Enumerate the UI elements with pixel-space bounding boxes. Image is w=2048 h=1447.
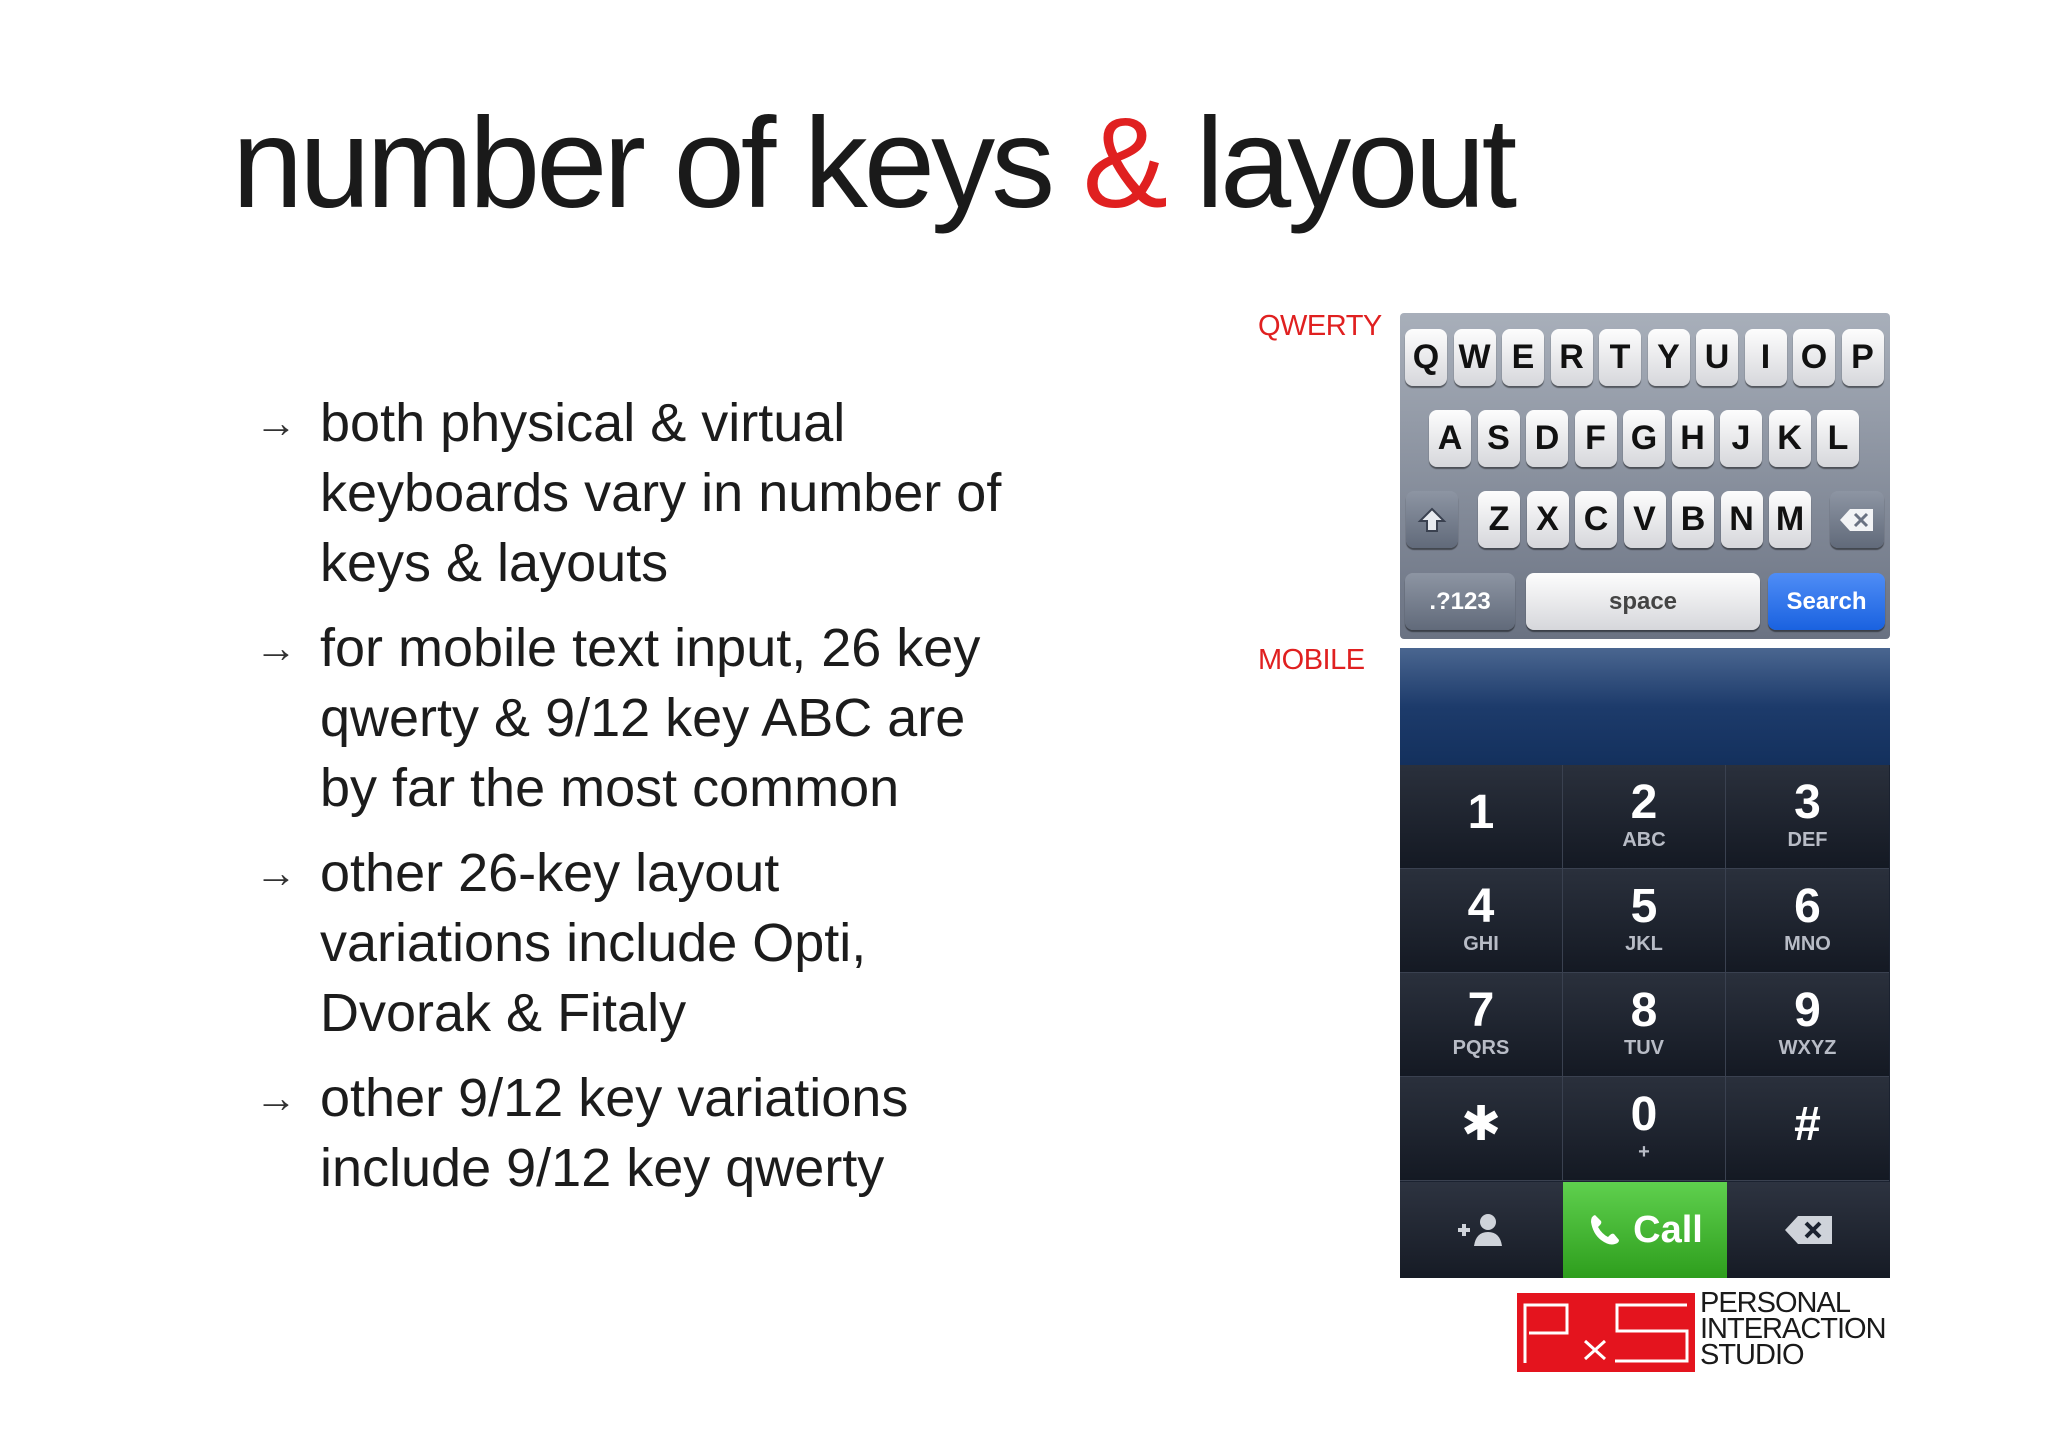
key-s[interactable]: S bbox=[1478, 410, 1520, 467]
bullet-item bbox=[255, 838, 1015, 1048]
title-text-end: layout bbox=[1164, 92, 1514, 235]
mobile-label: MOBILE bbox=[1258, 644, 1365, 676]
title-ampersand: & bbox=[1082, 92, 1164, 235]
key-a[interactable]: A bbox=[1429, 410, 1471, 467]
key-r[interactable]: R bbox=[1551, 329, 1593, 386]
dial-digit: # bbox=[1794, 1098, 1821, 1151]
title-text: number of keys bbox=[232, 92, 1083, 235]
dial-digit: 7 bbox=[1467, 984, 1495, 1037]
dial-key[interactable] bbox=[1563, 869, 1726, 973]
arrow-icon: → bbox=[255, 849, 297, 896]
dial-digit: 3 bbox=[1794, 776, 1821, 829]
pxs-logo-mark bbox=[1517, 1293, 1695, 1372]
numbers-key[interactable]: .?123 bbox=[1405, 573, 1515, 630]
studio-name bbox=[1700, 1287, 1886, 1371]
bullet-list bbox=[255, 388, 1015, 1218]
bullet-text: other 9/12 key variations include 9/12 key qwerty bbox=[320, 1068, 909, 1198]
dial-digit: 6 bbox=[1794, 880, 1821, 933]
add-contact-button[interactable] bbox=[1400, 1182, 1563, 1278]
studio-name-line: PERSONAL bbox=[1700, 1287, 1850, 1319]
key-g[interactable]: G bbox=[1623, 410, 1665, 467]
call-label: Call bbox=[1633, 1208, 1703, 1251]
key-n[interactable]: N bbox=[1721, 491, 1763, 548]
dial-digit: 2 bbox=[1630, 776, 1658, 829]
dial-digit: 5 bbox=[1630, 880, 1658, 933]
key-m[interactable]: M bbox=[1769, 491, 1811, 548]
shift-icon bbox=[1417, 505, 1447, 535]
dial-digit: 4 bbox=[1467, 880, 1495, 933]
dial-key[interactable] bbox=[1400, 869, 1563, 973]
bullet-item bbox=[255, 388, 1015, 598]
dial-letters: TUV bbox=[1624, 1037, 1664, 1059]
dial-letters: WXYZ bbox=[1778, 1037, 1837, 1059]
phone-icon bbox=[1587, 1212, 1623, 1248]
dial-key[interactable] bbox=[1400, 1077, 1563, 1181]
bullet-item bbox=[255, 613, 1015, 823]
dial-key[interactable] bbox=[1726, 765, 1889, 869]
delete-button[interactable] bbox=[1727, 1182, 1890, 1278]
key-i[interactable]: I bbox=[1745, 329, 1787, 386]
phone-dialpad bbox=[1400, 648, 1890, 1278]
dial-key[interactable] bbox=[1726, 869, 1889, 973]
key-h[interactable]: H bbox=[1672, 410, 1714, 467]
key-c[interactable]: C bbox=[1575, 491, 1617, 548]
key-e[interactable]: E bbox=[1502, 329, 1544, 386]
key-q[interactable]: Q bbox=[1405, 329, 1447, 386]
dial-key[interactable] bbox=[1726, 1077, 1889, 1181]
dial-digit: 1 bbox=[1467, 786, 1495, 839]
studio-name-line: INTERACTION bbox=[1700, 1313, 1886, 1345]
dial-key[interactable] bbox=[1563, 1077, 1726, 1181]
key-k[interactable]: K bbox=[1769, 410, 1811, 467]
key-x[interactable]: X bbox=[1527, 491, 1569, 548]
bullet-item bbox=[255, 1063, 1015, 1203]
backspace-key[interactable] bbox=[1830, 491, 1884, 548]
dial-key[interactable] bbox=[1400, 765, 1563, 869]
key-y[interactable]: Y bbox=[1648, 329, 1690, 386]
dial-letters: + bbox=[1638, 1141, 1650, 1163]
dial-display bbox=[1400, 648, 1890, 765]
pxs-logo bbox=[1517, 1293, 1695, 1372]
arrow-icon: → bbox=[255, 1074, 297, 1121]
backspace-icon bbox=[1838, 507, 1876, 533]
key-f[interactable]: F bbox=[1575, 410, 1617, 467]
bullet-text: both physical & virtual keyboards vary in number of keys & layouts bbox=[320, 393, 1002, 593]
qwerty-keyboard bbox=[1400, 313, 1890, 639]
dial-key[interactable] bbox=[1563, 765, 1726, 869]
key-b[interactable]: B bbox=[1672, 491, 1714, 548]
space-key[interactable]: space bbox=[1526, 573, 1760, 630]
key-z[interactable]: Z bbox=[1478, 491, 1520, 548]
shift-key[interactable] bbox=[1406, 491, 1458, 548]
add-contact-icon bbox=[1454, 1210, 1510, 1250]
dial-digit: ✱ bbox=[1460, 1098, 1502, 1151]
key-t[interactable]: T bbox=[1599, 329, 1641, 386]
key-p[interactable]: P bbox=[1842, 329, 1884, 386]
dial-letters: JKL bbox=[1625, 933, 1663, 955]
key-d[interactable]: D bbox=[1526, 410, 1568, 467]
dial-letters: DEF bbox=[1787, 829, 1828, 851]
call-button[interactable] bbox=[1563, 1182, 1727, 1278]
key-u[interactable]: U bbox=[1696, 329, 1738, 386]
key-j[interactable]: J bbox=[1720, 410, 1762, 467]
dial-letters: PQRS bbox=[1452, 1037, 1510, 1059]
dial-digit: 8 bbox=[1630, 984, 1658, 1037]
studio-name-line: STUDIO bbox=[1700, 1339, 1804, 1371]
qwerty-label: QWERTY bbox=[1258, 310, 1382, 342]
dial-digit: 0 bbox=[1630, 1088, 1658, 1141]
search-key[interactable]: Search bbox=[1768, 573, 1885, 630]
bullet-text: other 26-key layout variations include Opti, Dvorak & Fitaly bbox=[320, 843, 867, 1043]
key-o[interactable]: O bbox=[1793, 329, 1835, 386]
bullet-text: for mobile text input, 26 key qwerty & 9/12 key ABC are by far the most common bbox=[320, 618, 981, 818]
key-v[interactable]: V bbox=[1624, 491, 1666, 548]
key-w[interactable]: W bbox=[1454, 329, 1496, 386]
dial-letters: MNO bbox=[1784, 933, 1831, 955]
dial-key[interactable] bbox=[1400, 973, 1563, 1077]
arrow-icon: → bbox=[255, 624, 297, 671]
key-l[interactable]: L bbox=[1817, 410, 1859, 467]
dial-digit: 9 bbox=[1794, 984, 1821, 1037]
arrow-icon: → bbox=[255, 399, 297, 446]
slide-title bbox=[232, 92, 1514, 235]
dial-key[interactable] bbox=[1726, 973, 1889, 1077]
dial-key[interactable] bbox=[1563, 973, 1726, 1077]
dial-letters: GHI bbox=[1463, 933, 1499, 955]
delete-icon bbox=[1782, 1214, 1836, 1246]
dial-letters: ABC bbox=[1622, 829, 1666, 851]
